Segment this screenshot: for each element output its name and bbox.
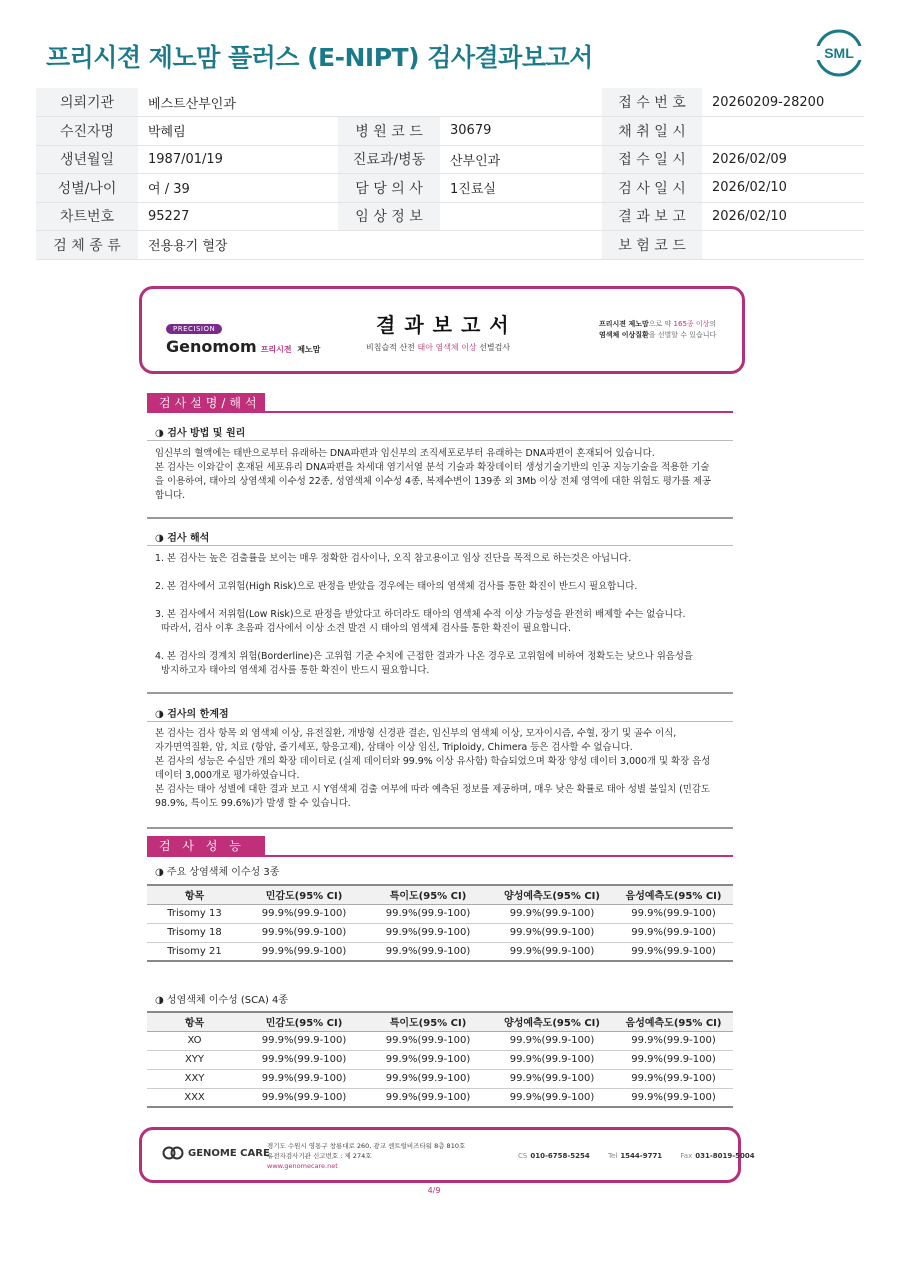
limitation-heading: ◑ 검사의 한계점 bbox=[155, 709, 229, 720]
sex-age-label: 성별/나이 bbox=[36, 174, 138, 203]
recipient-label: 수진자명 bbox=[36, 117, 138, 146]
precision-badge: PRECISION bbox=[166, 324, 222, 334]
limitation-paragraph: 본 검사는 검사 항목 외 염색체 이상, 유전질환, 개방형 신경관 결손, 임신부의 염색체 이상, 모자이시즘, 수혈, 장기 및 골수 이식, 자가면역질환, 암, 치료 (항암, 줄기세포, 항응고제), 삼태아 이상 임신, Triploidy, Chimera 등은 검사할 수 없습니다. 본 검사의 성능은 수십만 개의 확장 데이터로 (실제 데이터와 99.9% 이상 유사함) 학습되었으며 확장 양성 데이터 3,000개 및 확장 음성 데이터 3,000개로 평가하였습니다. 본 검사는 태아 성별에 대한 결과 보고 시 Y염색체 검출 여부에 따라 예측된 정보를 제공하며, 매우 낮은 확률로 태아 성별 불일치 (민감도 98.9%, 특이도 99.6%)가 발생 할 수 있습니다. bbox=[155, 728, 711, 809]
col-header-sensitivity: 민감도(95% CI) bbox=[242, 1012, 366, 1031]
report-header-note: 프리시젼 제노맘으로 약 165종 이상의 염색체 이상질환을 선별할 수 있습니다 bbox=[599, 320, 717, 339]
doctor-value: 1진료실 bbox=[440, 174, 600, 203]
logo-text: SML bbox=[824, 45, 854, 61]
collect-date-label: 채 취 일 시 bbox=[602, 117, 702, 146]
report-title: 프리시젼 제노맘 플러스 (E-NIPT) 검사결과보고서 bbox=[46, 43, 593, 72]
specimen-label: 검 체 종 류 bbox=[36, 231, 138, 260]
test-date-value: 2026/02/10 bbox=[702, 174, 864, 203]
receipt-no-value: 20260209-28200 bbox=[702, 88, 864, 117]
report-date-label: 결 과 보 고 bbox=[602, 202, 702, 231]
sex-chromosome-table-heading: ◑ 성염색체 이수성 (SCA) 4종 bbox=[155, 995, 289, 1006]
sex-chromosome-performance-table bbox=[147, 1011, 733, 1108]
col-header-ppv: 양성예측도(95% CI) bbox=[490, 1012, 614, 1031]
chart-no-value: 95227 bbox=[138, 202, 338, 231]
recipient-value: 박혜림 bbox=[138, 117, 338, 146]
chart-code-value: 30679 bbox=[440, 117, 600, 146]
report-header-box bbox=[139, 286, 745, 374]
specimen-value: 전용용기 혈장 bbox=[138, 231, 600, 260]
genomom-brand: Genomom bbox=[166, 337, 257, 356]
genomom-sub: 제노맘 bbox=[297, 345, 321, 354]
section-line bbox=[147, 411, 733, 413]
col-header-specificity: 특이도(95% CI) bbox=[366, 1012, 490, 1031]
genome-care-brand: GENOME CARE bbox=[188, 1148, 270, 1159]
genome-care-logo bbox=[162, 1146, 270, 1160]
chart-no-label: 차트번호 bbox=[36, 202, 138, 231]
doctor-label: 담 당 의 사 bbox=[338, 174, 440, 203]
receipt-date-value: 2026/02/09 bbox=[702, 145, 864, 174]
table-row: XXY 99.9%(99.9-100) 99.9%(99.9-100) 99.9%(99.9-100) 99.9%(99.9-100) bbox=[147, 1069, 733, 1088]
receipt-no-label: 접 수 번 호 bbox=[602, 88, 702, 117]
col-header-specificity: 특이도(95% CI) bbox=[366, 885, 490, 904]
dept-label: 진료과/병동 bbox=[338, 145, 440, 174]
report-date-value: 2026/02/10 bbox=[702, 202, 864, 231]
hospital-label: 의뢰기관 bbox=[36, 88, 138, 117]
col-header-npv: 음성예측도(95% CI) bbox=[614, 885, 733, 904]
dob-label: 생년월일 bbox=[36, 145, 138, 174]
table-row: XYY 99.9%(99.9-100) 99.9%(99.9-100) 99.9%(99.9-100) 99.9%(99.9-100) bbox=[147, 1050, 733, 1069]
col-header-item: 항목 bbox=[147, 1012, 242, 1031]
sml-logo-icon bbox=[812, 26, 866, 80]
genomom-logo bbox=[166, 316, 320, 356]
table-row: XXX 99.9%(99.9-100) 99.9%(99.9-100) 99.9%(99.9-100) 99.9%(99.9-100) bbox=[147, 1088, 733, 1107]
col-header-item: 항목 bbox=[147, 885, 242, 904]
footer-contacts: CS 010-6758-5254 Tel 1544-9771 Fax 031-8019-5004 bbox=[518, 1152, 755, 1160]
interpretation-paragraph: 1. 본 검사는 높은 검출률을 보이는 매우 정확한 검사이나, 오직 참고용이고 임상 진단을 목적으로 하는것은 아닙니다. 2. 본 검사에서 고위험(High Risk)으로 판정을 받았을 경우에는 태아의 염색체 검사를 통한 확진이 반드시 필요합니다. 3. 본 검사에서 저위험(Low Risk)으로 판정을 받았다고 하더라도 태아의 염색체 수적 이상 가능성을 완전히 배제할 수는 없습니다. 따라서, 검사 이후 초음파 검사에서 이상 소견 발견 시 태아의 염색체 검사를 통한 확진이 필요합니다. 4. 본 검사의 경계치 위험(Borderline)은 고위험 기준 수치에 근접한 결과가 나온 경우로 고위험에 비하여 정확도는 낮으나 위음성을 방지하고자 태아의 염색체 검사를 통한 확진이 반드시 필요합니다. bbox=[155, 553, 693, 676]
section-tab-performance: 검 사 성 능 bbox=[147, 836, 265, 856]
table-row: Trisomy 21 99.9%(99.9-100) 99.9%(99.9-100) 99.9%(99.9-100) 99.9%(99.9-100) bbox=[147, 942, 733, 961]
section-tab-explanation: 검사설명/해석 bbox=[147, 393, 265, 413]
collect-date-value bbox=[702, 117, 864, 146]
genomom-sub-pink: 프리시젼 bbox=[260, 345, 292, 354]
interpretation-heading: ◑ 검사 해석 bbox=[155, 533, 210, 544]
col-header-sensitivity: 민감도(95% CI) bbox=[242, 885, 366, 904]
method-heading: ◑ 검사 방법 및 원리 bbox=[155, 428, 246, 439]
genome-care-logo-icon bbox=[162, 1146, 184, 1160]
insurance-value bbox=[702, 231, 864, 260]
sex-age-value: 여 / 39 bbox=[138, 174, 338, 203]
col-header-npv: 음성예측도(95% CI) bbox=[614, 1012, 733, 1031]
test-date-label: 검 사 일 시 bbox=[602, 174, 702, 203]
table-row: Trisomy 13 99.9%(99.9-100) 99.9%(99.9-100) 99.9%(99.9-100) 99.9%(99.9-100) bbox=[147, 904, 733, 923]
clinical-label: 임 상 정 보 bbox=[338, 202, 440, 231]
result-report-title: 결과보고서 bbox=[376, 313, 518, 337]
section-line bbox=[147, 855, 733, 857]
footer-box bbox=[139, 1127, 755, 1183]
autosomal-performance-table bbox=[147, 884, 733, 962]
clinical-value bbox=[440, 202, 600, 231]
method-paragraph: 임신부의 혈액에는 태반으로부터 유래하는 DNA파편과 임신부의 조직세포로부터 유래하는 DNA파편이 혼재되어 있습니다. 본 검사는 이와같이 혼재된 세포유리 DNA파편을 차세대 염기서열 분석 기술과 확장데이터 생성기술기반의 인공 지능기술을 적용한 기술 을 이용하여, 태아의 상염색체 이수성 22종, 성염색체 이수성 4종, 복제수변이 139종 외 3Mb 이상 전체 영역에 대한 위험도 평가를 제공 합니다. bbox=[155, 448, 712, 501]
insurance-label: 보 험 코 드 bbox=[602, 231, 702, 260]
autosomal-table-heading: ◑ 주요 상염색체 이수성 3종 bbox=[155, 867, 280, 878]
page-number: 4/9 bbox=[427, 1186, 441, 1195]
table-row: Trisomy 18 99.9%(99.9-100) 99.9%(99.9-100) 99.9%(99.9-100) 99.9%(99.9-100) bbox=[147, 923, 733, 942]
footer-url: www.genomecare.net bbox=[267, 1162, 338, 1170]
col-header-ppv: 양성예측도(95% CI) bbox=[490, 885, 614, 904]
chart-code-label: 병 원 코 드 bbox=[338, 117, 440, 146]
receipt-date-label: 접 수 일 시 bbox=[602, 145, 702, 174]
patient-info-table bbox=[36, 88, 864, 260]
hospital-value: 베스트산부인과 bbox=[138, 88, 600, 117]
table-row: XO 99.9%(99.9-100) 99.9%(99.9-100) 99.9%(99.9-100) 99.9%(99.9-100) bbox=[147, 1031, 733, 1050]
dept-value: 산부인과 bbox=[440, 145, 600, 174]
footer-address: 경기도 수원시 영통구 창룡대로 260, 광교 센트럴비즈타워 8층 810호 유전자검사기관 신고번호 : 제 274호 www.genomecare.net bbox=[267, 1142, 466, 1170]
dob-value: 1987/01/19 bbox=[138, 145, 338, 174]
result-report-subtitle: 비침습적 산전 태아 염색체 이상 선별검사 bbox=[366, 343, 511, 352]
